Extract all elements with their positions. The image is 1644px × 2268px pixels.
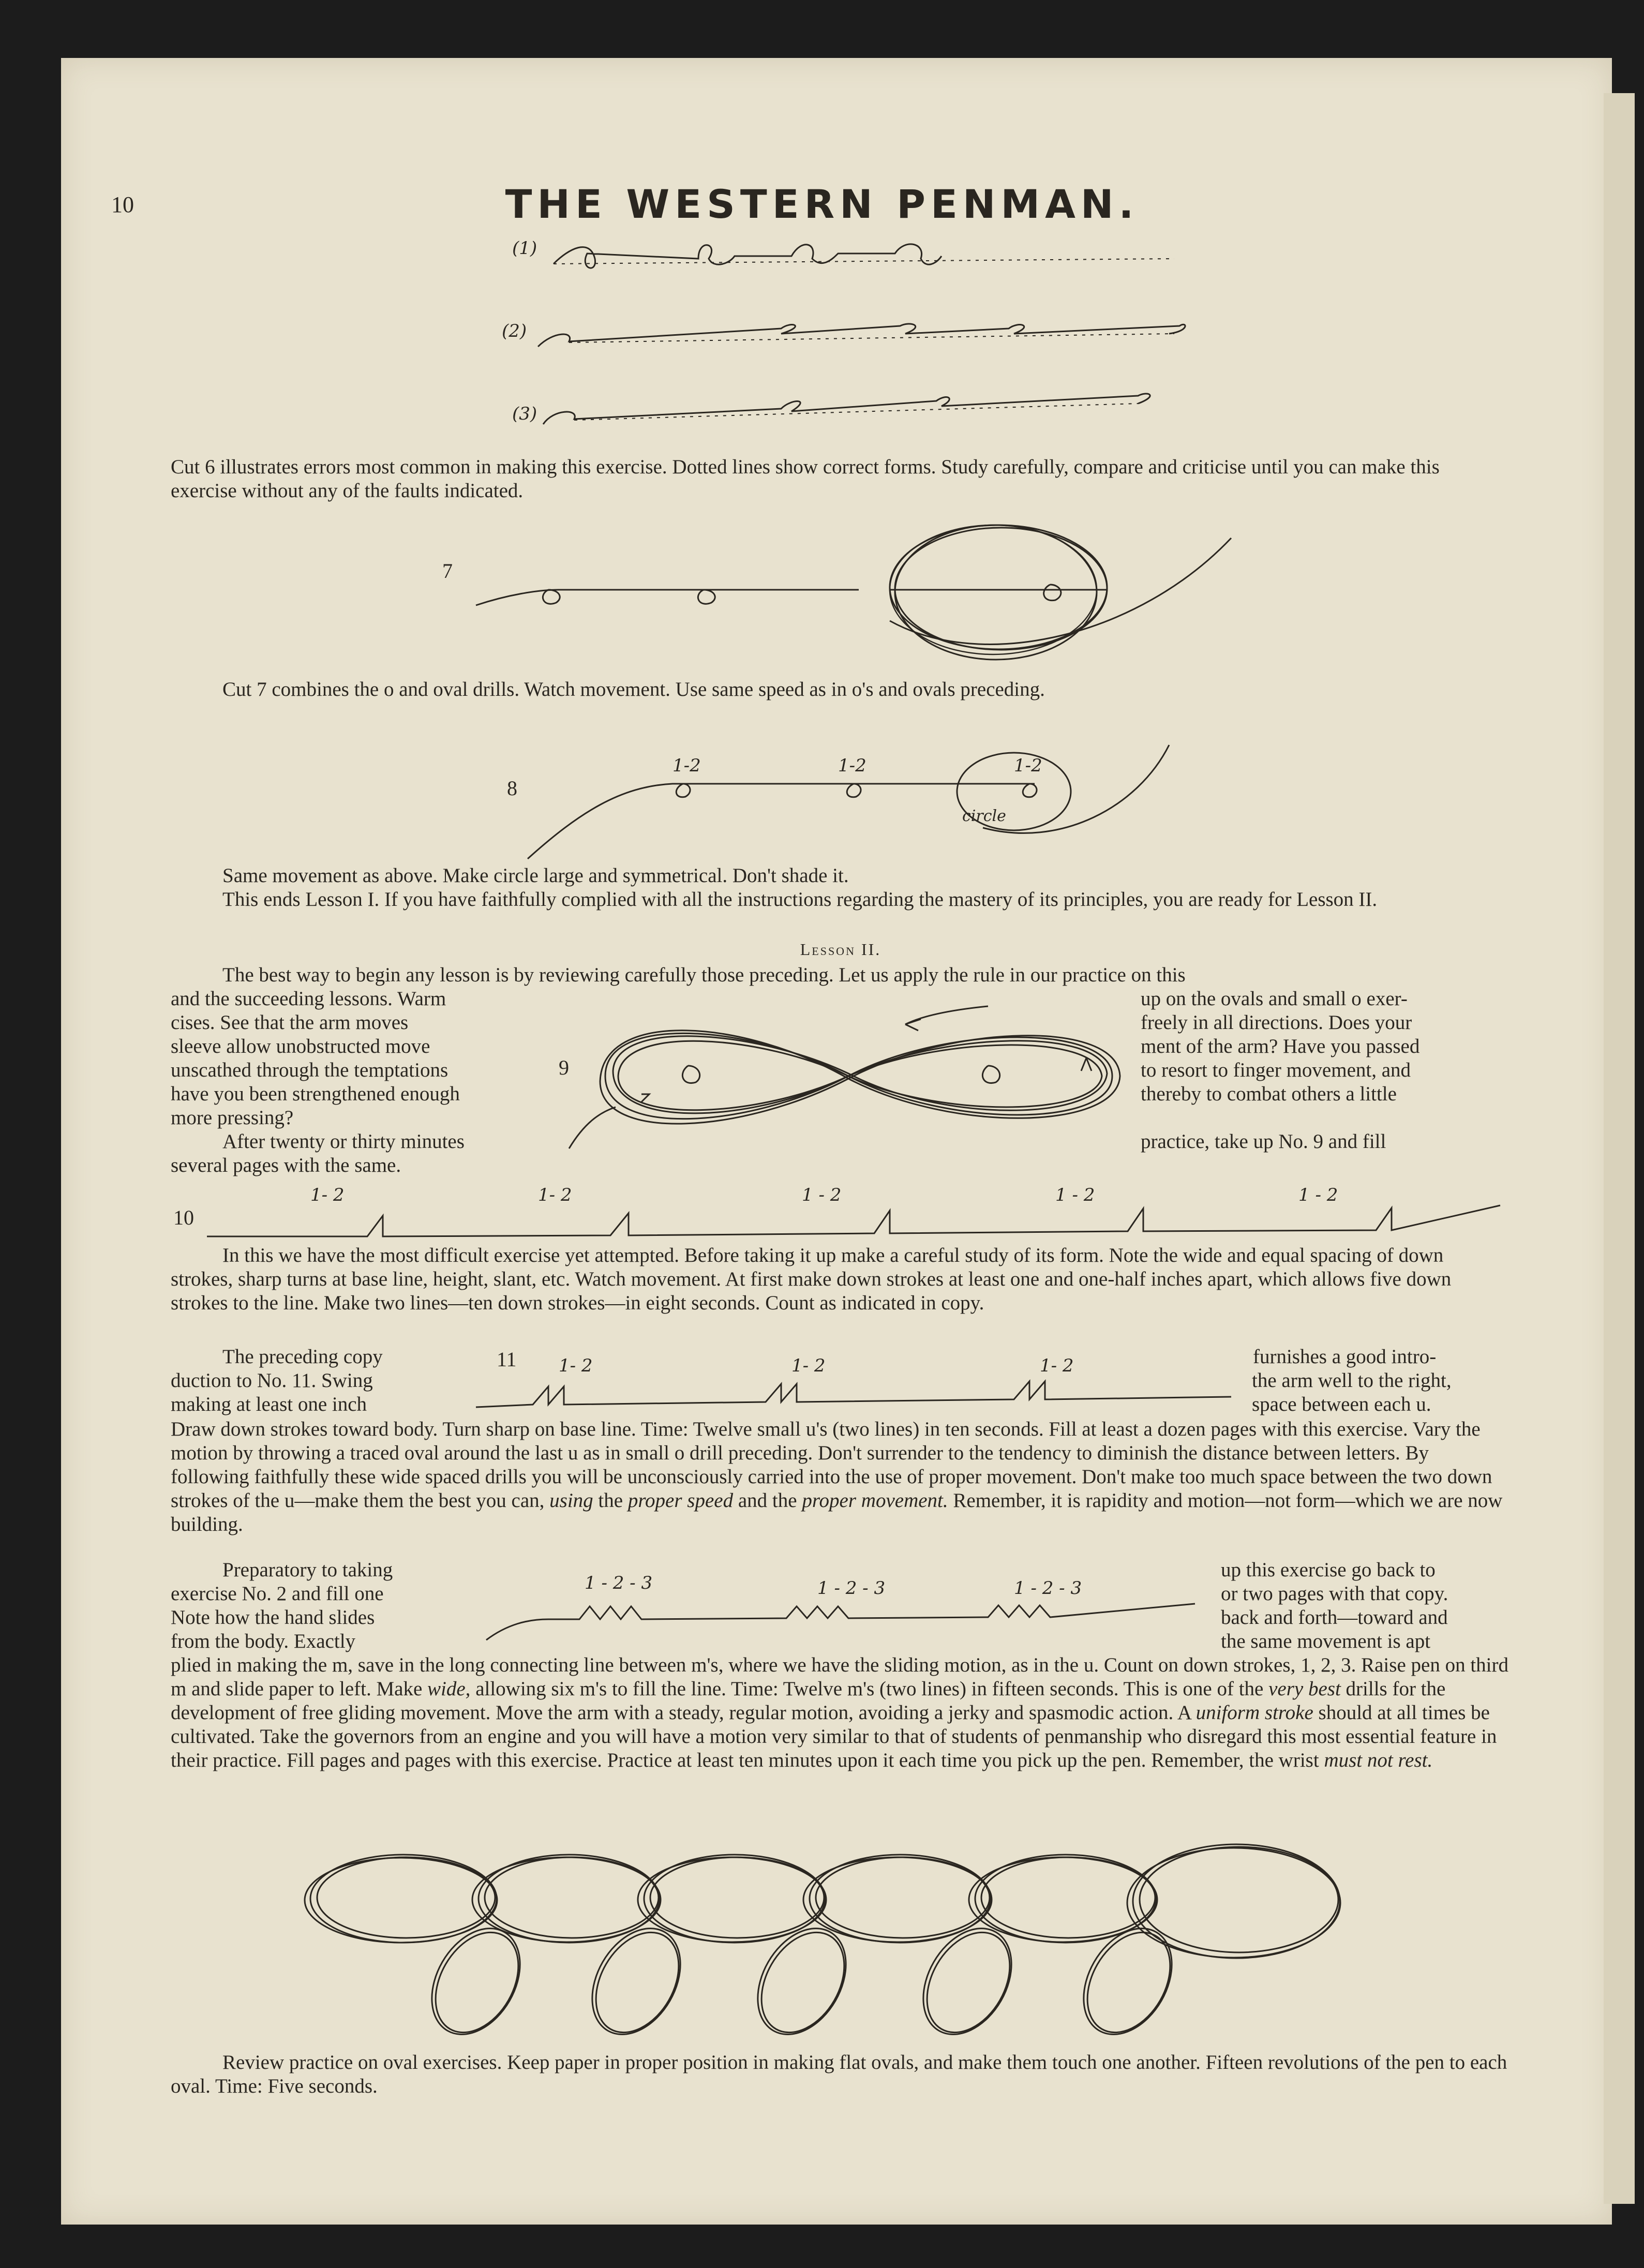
cut8-figure [517, 735, 1190, 869]
lesson2-left-line: unscathed through the temptations [171, 1059, 449, 1081]
cut11-caption [171, 1418, 1511, 1536]
cut11-right-line: space between each u. [1252, 1393, 1431, 1415]
cut11-text-a: Draw down strokes toward body. Turn sharp on base line. Time: Twelve small u's (two lines) in ten seconds. Fill at least a dozen pages with this exercise. Vary the motion by throwing a traced oval around the last u as in small o drill preceding. Don't surrender to the tendency to diminish the distance between letters. By following faithfully these wide spaced drills you will be unconsciously carried into the use of proper movement. Don't make too much space between the two down strokes of the u—make them the best you can, [171, 1418, 1492, 1512]
ovals-strokes [305, 1852, 1392, 2038]
cut12-left-line: exercise No. 2 and fill one [171, 1583, 384, 1605]
cut8-count-3: 1-2 [1014, 755, 1042, 776]
cut12-text-b: allowing six m's to fill the line. Time: Twelve m's (two lines) in fifteen seconds. This is one of the [475, 1678, 1264, 1700]
cut11-mid-2: and the [738, 1489, 797, 1512]
lesson2-right-line: practice, take up No. 9 and fill [1141, 1130, 1386, 1153]
cut12-em-uniform-stroke: uniform stroke [1195, 1702, 1313, 1724]
cut10-count-3: 1 - 2 [802, 1185, 842, 1205]
cut12-em-must-not-rest: must not rest. [1324, 1749, 1433, 1771]
cut8-count-2: 1-2 [838, 755, 866, 776]
lesson2-left-line: After twenty or thirty minutes [222, 1130, 465, 1153]
cut8-strokes [517, 735, 1190, 869]
cut12-count-2: 1 - 2 - 3 [817, 1578, 886, 1599]
cut11-number: 11 [497, 1348, 517, 1371]
cut11-left-line: duction to No. 11. Swing [171, 1369, 373, 1392]
cut12-text-a: plied in making the m, save in the long connecting line between m's, where we have the sliding motion, as in the u. Count on down strokes, 1, 2, 3. Raise pen on third m and slide paper to left. Make [171, 1654, 1508, 1700]
cut11-right-line: furnishes a good intro- [1253, 1346, 1437, 1368]
cut8-circle-label: circle [962, 807, 1006, 825]
cut12-text-d: should at all times be cultivated. Take the governors from an engine and you will have a motion very similar to that of students of penmanship who disregard this most essential feature in their practice. Fill pages and pages with this exercise. Practice at least ten minutes upon it each time you pick up the pen. Remember, the wrist [171, 1702, 1497, 1771]
cut12-figure [476, 1568, 1210, 1650]
cut12-left-line: Note how the hand slides [171, 1606, 375, 1629]
cut9-strokes [564, 993, 1138, 1159]
lesson2-heading: Lesson II. [800, 940, 881, 959]
cut12-count-3: 1 - 2 - 3 [1014, 1578, 1082, 1599]
cut12-left-line: Preparatory to taking [222, 1559, 393, 1581]
cut9-number: 9 [559, 1056, 569, 1079]
cut6-label-1: (1) [512, 238, 537, 259]
cut6-caption: Cut 6 illustrates errors most common in making this exercise. Dotted lines show correct forms. Study carefully, compare and criticise until you can make this exercise without any of the faults indicated. [171, 456, 1440, 502]
lesson2-right-column [1141, 987, 1513, 1154]
cut11-em-proper-speed: proper speed [627, 1489, 734, 1512]
cut11-figure [455, 1345, 1231, 1423]
lesson2-right-line: freely in all directions. Does your [1141, 1011, 1412, 1034]
cut10-count-1: 1- 2 [310, 1185, 345, 1205]
cut10-count-4: 1 - 2 [1055, 1185, 1095, 1205]
cut10-count-5: 1 - 2 [1298, 1185, 1338, 1205]
lesson2-left-column [171, 987, 554, 1177]
lesson2-left-line: more pressing? [171, 1107, 294, 1129]
page-number: 10 [111, 192, 134, 217]
lesson2-left-line: have you been strengthened enough [171, 1083, 460, 1105]
lesson2-left-line: several pages with the same. [171, 1154, 401, 1176]
lesson1-end: This ends Lesson I. If you have faithfully complied with all the instructions regarding the mastery of its principles, you are ready for Lesson II. [222, 888, 1378, 911]
cut12-em-wide: wide, [427, 1678, 471, 1700]
cut11-text-b: Remember, it is rapidity and motion—not form—which we are now building. [171, 1489, 1503, 1535]
lesson2-right-line: ment of the arm? Have you passed [1141, 1035, 1420, 1057]
cut12-right-line: or two pages with that copy. [1221, 1583, 1448, 1605]
cut8-number: 8 [507, 777, 517, 800]
lesson2-right-line [1141, 1106, 1513, 1130]
lesson2-left-line: cises. See that the arm moves [171, 1011, 409, 1034]
cut7-strokes [466, 517, 1242, 673]
cut11-right-column [1252, 1345, 1521, 1416]
cut6-label-3: (3) [512, 404, 537, 424]
cut11-left-column [171, 1345, 460, 1416]
cut12-left-column [171, 1558, 481, 1653]
cut6-label-2: (2) [502, 321, 527, 341]
cut9-figure [564, 993, 1138, 1159]
cut12-right-column [1221, 1558, 1521, 1653]
cut7-figure [466, 517, 1242, 673]
cut8-caption: Same movement as above. Make circle large and symmetrical. Don't shade it. [222, 864, 849, 887]
ovals-caption: Review practice on oval exercises. Keep paper in proper position in making flat ovals, and make them touch one another. Fifteen revolutions of the pen to each oval. Time: Five seconds. [171, 2051, 1507, 2097]
lesson2-left-line: and the succeeding lessons. Warm [171, 988, 446, 1010]
cut7-caption: Cut 7 combines the o and oval drills. Watch movement. Use same speed as in o's and ovals preceding. [222, 678, 1045, 700]
cut12-caption [171, 1653, 1511, 1772]
cut6-strokes [491, 228, 1216, 455]
lesson2-right-line: up on the ovals and small o exer- [1141, 988, 1408, 1010]
cut10-figure [207, 1180, 1511, 1242]
cut11-left-line: making at least one inch [171, 1393, 367, 1415]
lesson2-right-line: thereby to combat others a little [1141, 1083, 1397, 1105]
cut10-caption: In this we have the most difficult exercise yet attempted. Before taking it up make a careful study of its form. Note the wide and equal spacing of down strokes, sharp turns at base line, height, slant, etc. Watch movement. At first make down strokes at least one and one-half inches apart, which allows five down strokes to the line. Make two lines—ten down strokes—in eight seconds. Count as indicated in copy. [171, 1244, 1452, 1314]
lesson2-intro: The best way to begin any lesson is by reviewing carefully those preceding. Let us apply the rule in our practice on this [222, 964, 1186, 986]
cut11-count-3: 1- 2 [1040, 1355, 1074, 1376]
cut6-figure [491, 228, 1216, 455]
ovals-figure [305, 1852, 1392, 2038]
next-page-edge [1604, 93, 1635, 2204]
cut12-right-line: back and forth—toward and [1221, 1606, 1448, 1629]
cut12-text-c: drills for the development of free gliding movement. Move the arm with a steady, regular motion, avoiding a jerky and spasmodic action. A [171, 1678, 1446, 1724]
cut10-number: 10 [173, 1206, 194, 1229]
cut11-count-1: 1- 2 [559, 1355, 593, 1376]
cut10-count-2: 1- 2 [538, 1185, 572, 1205]
cut12-right-line: the same movement is apt [1221, 1630, 1431, 1652]
cut12-count-1: 1 - 2 - 3 [585, 1573, 653, 1593]
cut8-count-1: 1-2 [672, 755, 701, 776]
cut11-left-line: The preceding copy [222, 1346, 383, 1368]
cut11-count-2: 1- 2 [791, 1355, 826, 1376]
cut11-em-using: using [549, 1489, 593, 1512]
cut11-right-line: the arm well to the right, [1252, 1369, 1452, 1392]
cut11-mid-1: the [598, 1489, 623, 1512]
lesson2-right-line: to resort to finger movement, and [1141, 1059, 1411, 1081]
lesson2-left-line: sleeve allow unobstructed move [171, 1035, 430, 1057]
cut11-em-proper-movement: proper movement. [802, 1489, 948, 1512]
masthead-title: THE WESTERN PENMAN. [505, 181, 1139, 227]
cut12-right-line: up this exercise go back to [1221, 1559, 1436, 1581]
cut12-left-line: from the body. Exactly [171, 1630, 356, 1652]
cut7-number: 7 [442, 559, 453, 583]
cut12-em-very-best: very best [1268, 1678, 1341, 1700]
